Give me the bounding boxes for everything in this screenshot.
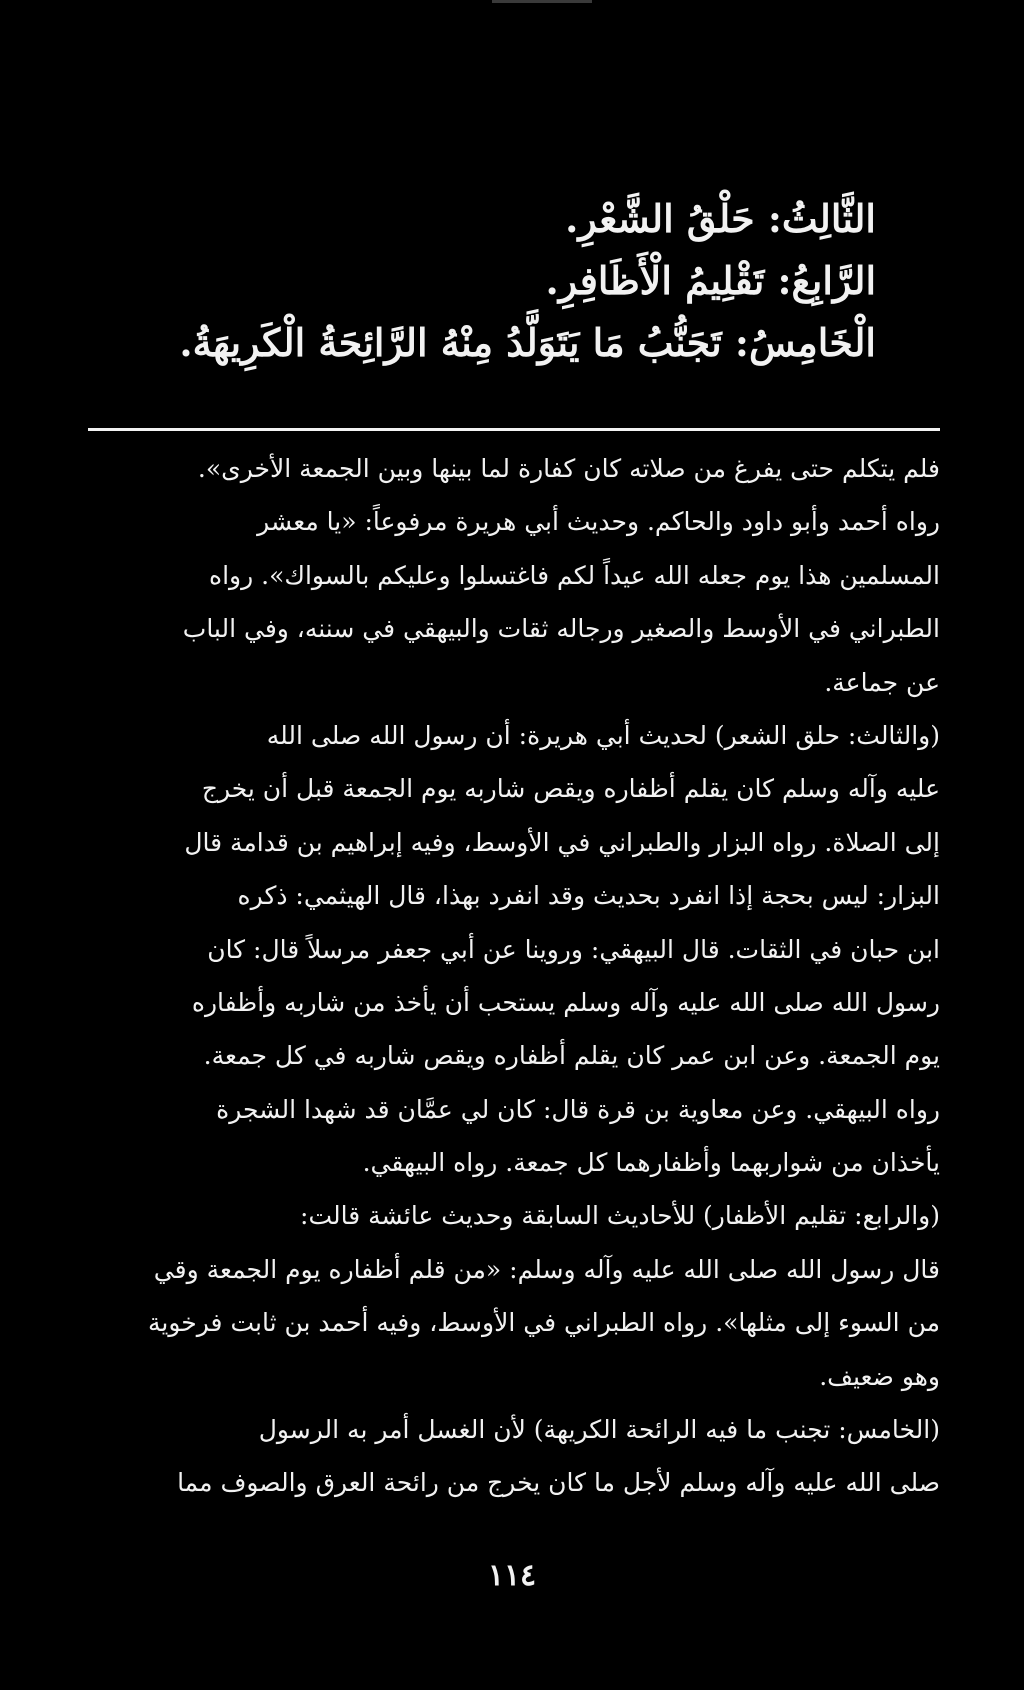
footnote-line: يأخذان من شواربهما وأظفارهما كل جمعة. رواه البيهقي. [362,1148,940,1178]
footnote-line: رواه أحمد وأبو داود والحاكم. وحديث أبي هريرة مرفوعاً: «يا معشر [257,507,940,537]
footnote-line: إلى الصلاة. رواه البزار والطبراني في الأوسط، وفيه إبراهيم بن قدامة قال [184,827,940,857]
footnote-line: المسلمين هذا يوم جعله الله عيداً لكم فاغتسلوا وعليكم بالسواك». رواه [209,560,940,590]
footnote-line: الطبراني في الأوسط والصغير ورجاله ثقات والبيهقي في سننه، وفي الباب [182,614,940,644]
footnote-line: (والرابع: تقليم الأظفار) للأحاديث السابقة وحديث عائشة قالت: [300,1201,940,1231]
footnotes [84,442,940,1510]
footnote-divider [88,428,940,431]
heading-fourth: الرَّابِعُ: تَقْلِيمُ الْأَظَافِرِ. [545,258,876,303]
footnote-line: قال رسول الله صلى الله عليه وآله وسلم: «من قلم أظفاره يوم الجمعة وقي [153,1254,940,1284]
heading-fifth: الْخَامِسُ: تَجَنُّبُ مَا يَتَوَلَّدُ مِنْهُ الرَّائِحَةُ الْكَرِيهَةُ. [179,320,876,365]
footnote-line: صلى الله عليه وآله وسلم لأجل ما كان يخرج من رائحة العرق والصوف مما [177,1468,940,1498]
footnote-line: البزار: ليس بحجة إذا انفرد بحديث وقد انفرد بهذا، قال الهيثمي: ذكره [237,881,940,911]
footnote-line: فلم يتكلم حتى يفرغ من صلاته كان كفارة لما بينها وبين الجمعة الأخرى». [197,454,940,483]
footnote-line: رسول الله صلى الله عليه وآله وسلم يستحب أن يأخذ من شاربه وأظفاره [191,987,940,1017]
page-number: ١١٤ [487,1558,537,1593]
main-text [116,188,876,374]
footnote-line: يوم الجمعة. وعن ابن عمر كان يقلم أظفاره ويقص شاربه في كل جمعة. [203,1041,940,1071]
footnote-line: ابن حبان في الثقات. قال البيهقي: وروينا عن أبي جعفر مرسلاً قال: كان [207,934,940,964]
heading-third: الثَّالِثُ: حَلْقُ الشَّعْرِ. [565,196,876,241]
footnote-line: وهو ضعيف. [819,1361,940,1391]
footnote-line: عن جماعة. [824,667,940,697]
footnote-line: (الخامس: تجنب ما فيه الرائحة الكريهة) لأن الغسل أمر به الرسول [258,1415,940,1445]
footnote-line: (والثالث: حلق الشعر) لحديث أبي هريرة: أن رسول الله صلى الله [266,720,940,750]
footnote-line: عليه وآله وسلم كان يقلم أظفاره ويقص شاربه يوم الجمعة قبل أن يخرج [201,774,940,804]
footnote-line: رواه البيهقي. وعن معاوية بن قرة قال: كان لي عمَّان قد شهدا الشجرة [216,1094,940,1124]
footnote-line: من السوء إلى مثلها». رواه الطبراني في الأوسط، وفيه أحمد بن ثابت فرخوية [148,1308,940,1338]
scan-edge-mark [492,0,592,3]
